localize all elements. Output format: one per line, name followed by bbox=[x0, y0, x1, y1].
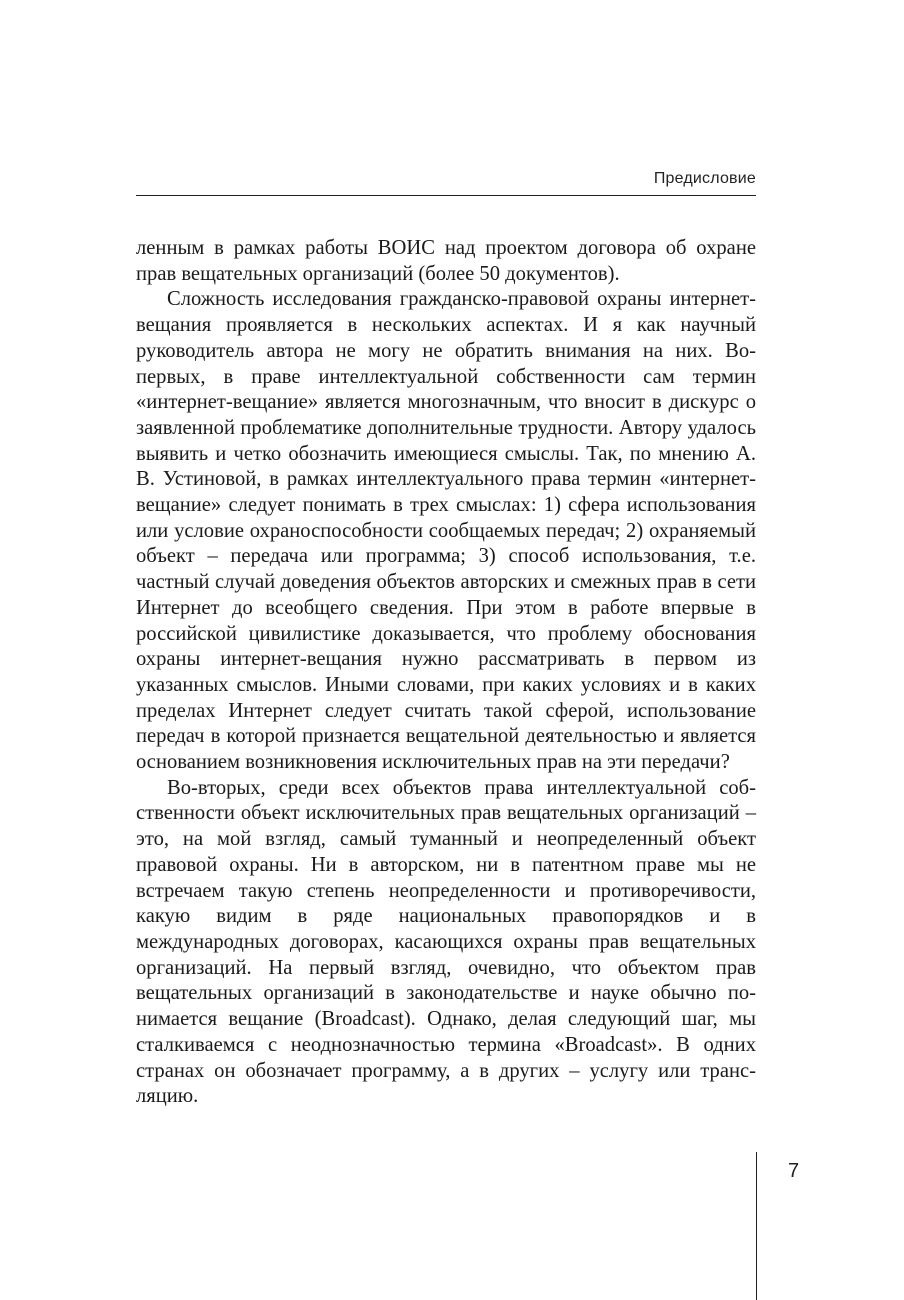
running-header: Предисловие bbox=[653, 170, 756, 187]
header-divider bbox=[136, 195, 756, 196]
page-number-divider bbox=[756, 1152, 757, 1300]
page-number: 7 bbox=[788, 1160, 800, 1182]
paragraph-complexity: Сложность исследования гражданско-правовой охраны интернет-вещания проявляется в нескольких аспектах. И я как научный руководитель автора не могу не обратить внимания на них. Во-первых, в праве интеллектуальной собственности сам термин «интернет-вещание» является многозначным, что вносит в дискурс о заявленной проблематике дополнительные трудности. Автору удалось выявить и четко обозначить имеющиеся смыслы. Так, по мнению А. В. Устиновой, в рамках интеллектуального права термин «интернет-вещание» следует понимать в трех смыслах: 1) сфера использования или условие охраноспособности сообщаемых передач; 2) охраняемый объект – передача или программа; 3) способ использования, т.е. частный случай доведения объектов авторских и смежных прав в сети Интернет до всеобщего сведения. При этом в работе впервые в российской цивилистике доказывается, что проблему обоснования охраны интернет-вещания нужно рассматривать в первом из указанных смыслов. Иными словами, при каких условиях и в каких пределах Интернет следует считать такой сферой, использование передач в которой признается вещательной деятельностью и является основанием возникновения исключительных прав на эти передачи? bbox=[136, 288, 756, 774]
paragraph-secondly: Во-вторых, среди всех объектов права интеллектуальной собственности объект исключительных прав вещательных организаций – это, на мой взгляд, самый туманный и неопределенный объект правовой охраны. Ни в авторском, ни в патентном праве мы не встречаем такую степень неопределенности и противоречивости, какую видим в ряде национальных правопорядков и в международных договорах, касающихся охраны прав вещательных организаций. На первый взгляд, очевидно, что объектом прав вещательных организаций в законодательстве и науке обычно понимается вещание (Broadcast). Однако, делая следующий шаг, мы сталкиваемся с неоднозначностью термина «Broadcast». В одних странах он обозначает программу, а в других – услугу или трансляцию. bbox=[136, 776, 756, 1108]
paragraph-continuation: ленным в рамках работы ВОИС над проектом договора об охране прав вещательных организаций (более 50 документов). bbox=[136, 237, 756, 285]
page-body bbox=[136, 236, 756, 1110]
